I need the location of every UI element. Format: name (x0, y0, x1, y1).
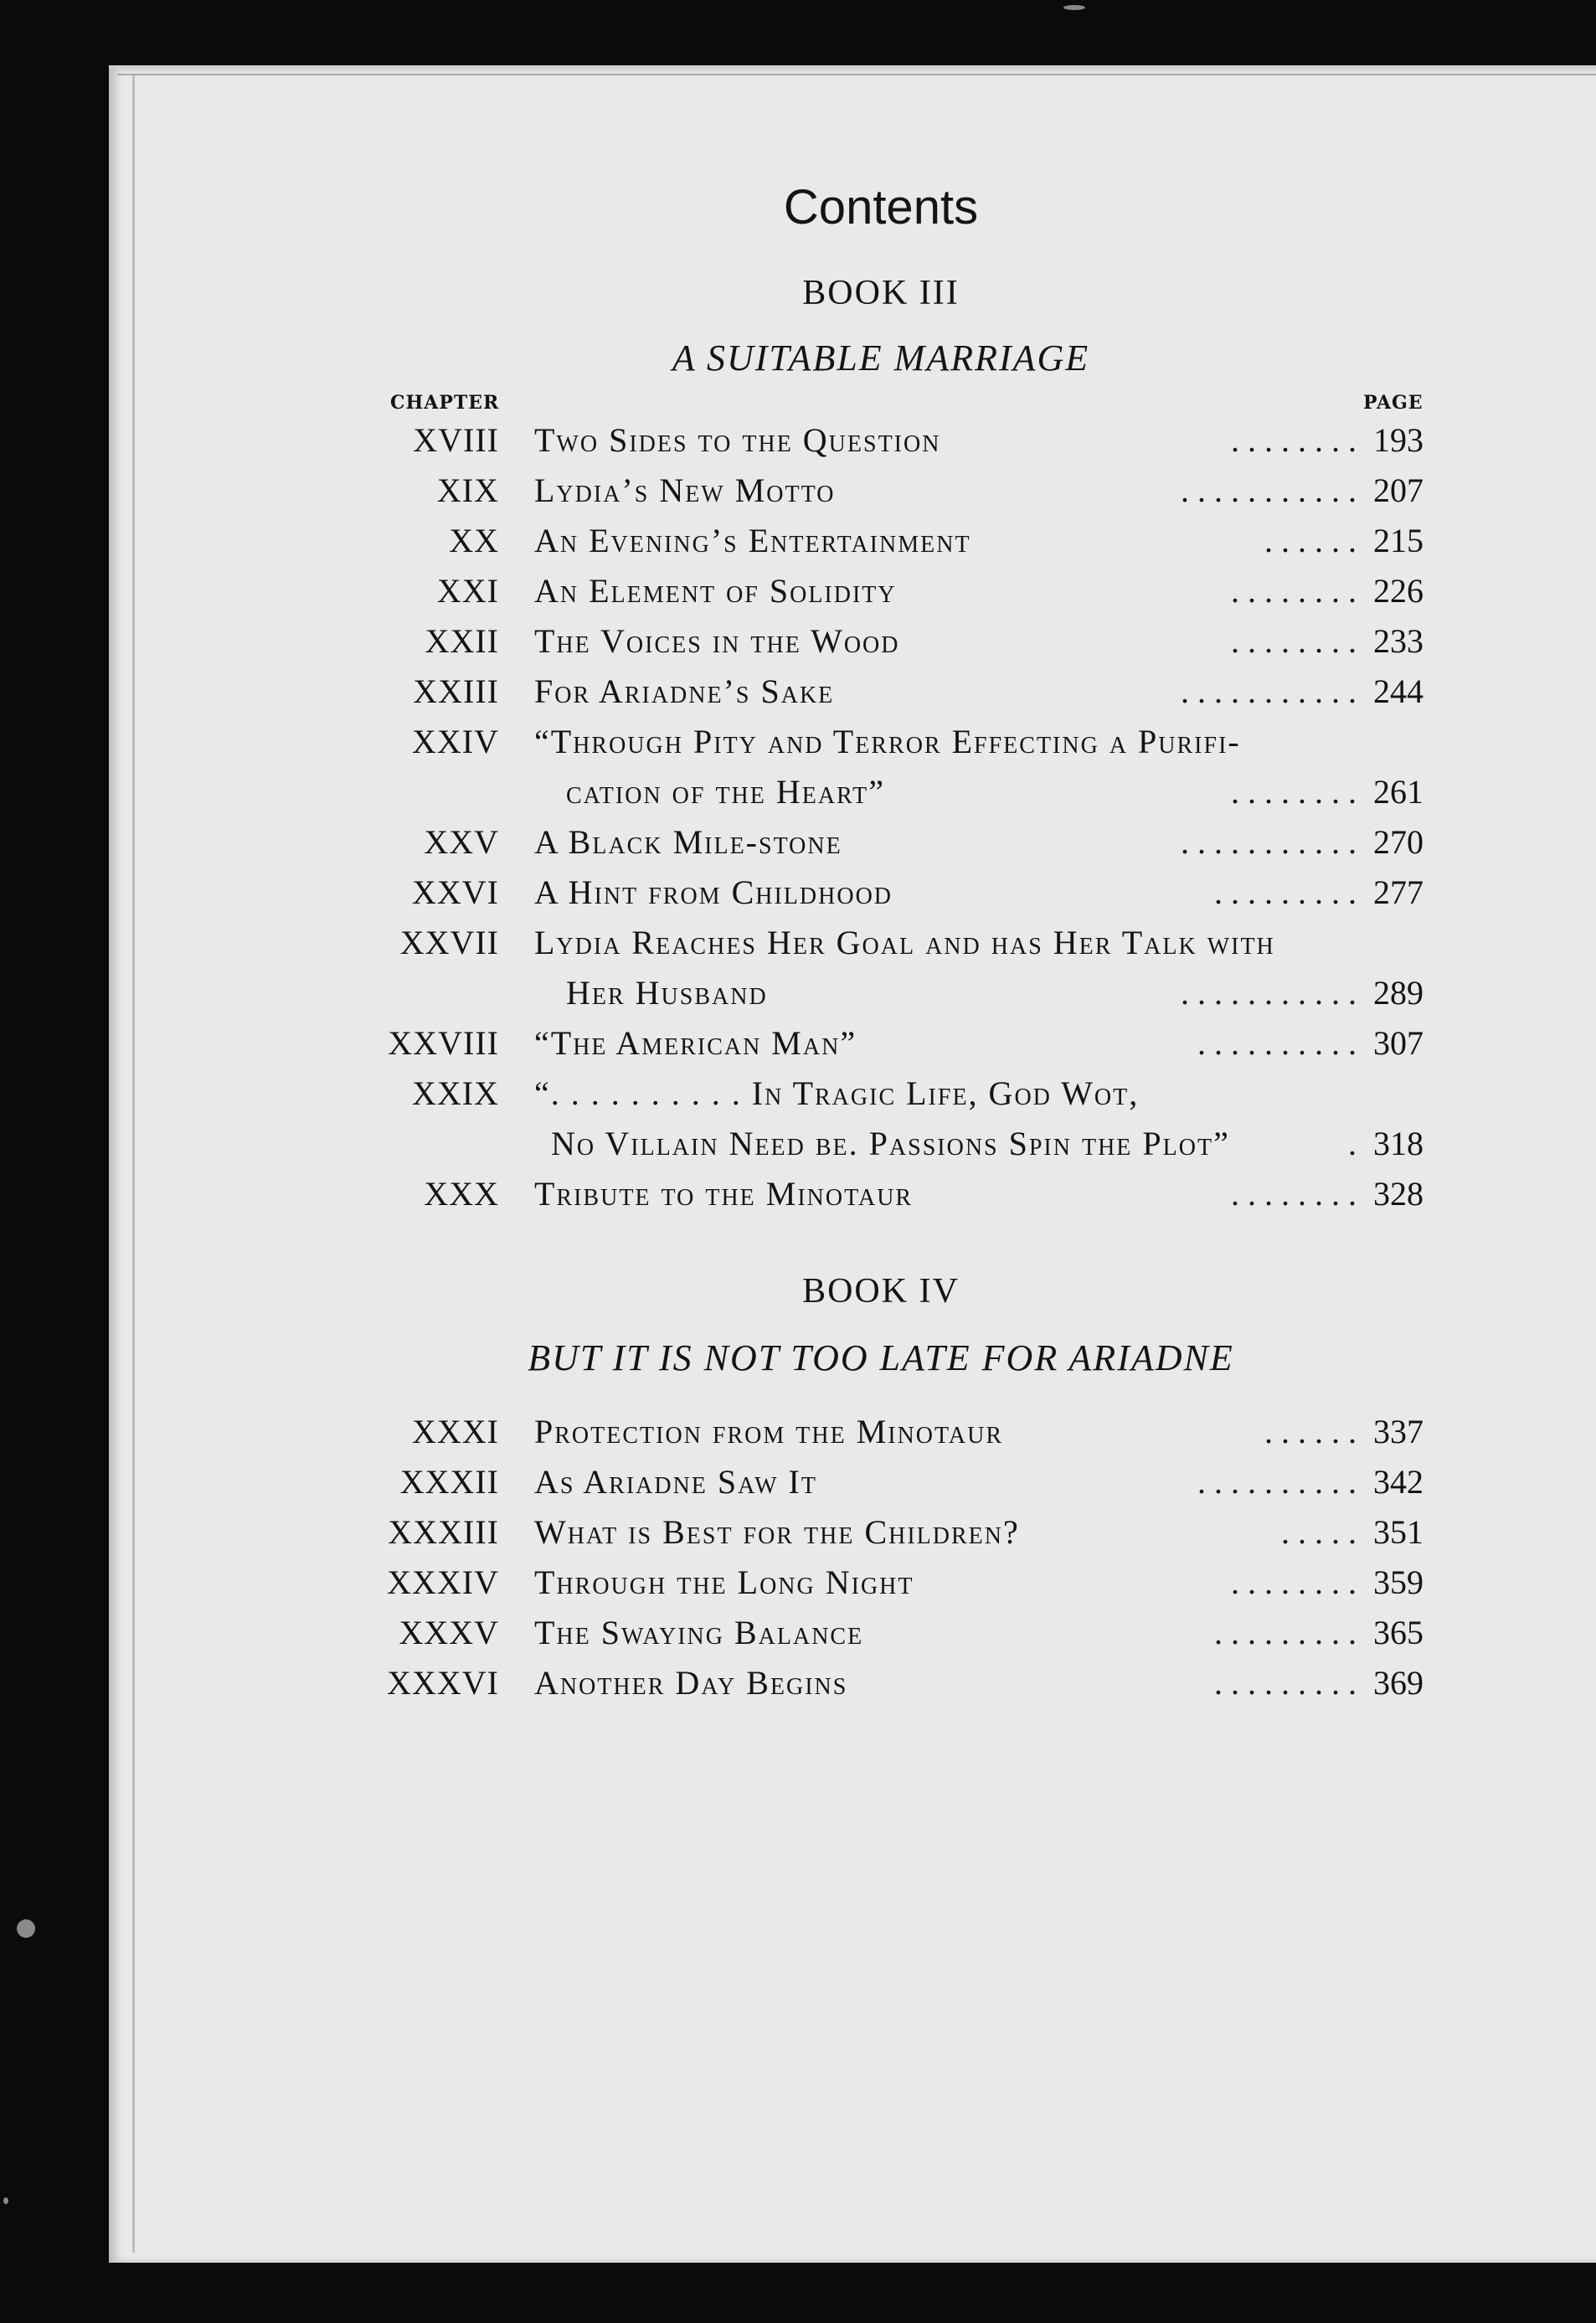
leader-dots: . . . . . . . . (1231, 421, 1357, 459)
chapter-title: What is Best for the Children? (534, 1513, 1020, 1551)
chapter-number: XXVIII (388, 1024, 499, 1062)
chapter-column-header: CHAPTER (390, 392, 500, 414)
book-iv-subtitle: BUT IT IS NOT TOO LATE FOR ARIADNE (528, 1337, 1234, 1378)
leader-dots: . . . . . . . . . (1214, 1664, 1357, 1702)
toc-row (0, 1069, 1596, 1162)
page-number: 365 (1373, 1614, 1424, 1651)
chapter-number: XXVI (412, 873, 499, 911)
chapter-number: XXX (424, 1175, 499, 1213)
toc-row (0, 1457, 1596, 1507)
chapter-number: XXXII (399, 1463, 499, 1501)
leader-dots: . . . . . . (1264, 1413, 1357, 1450)
book-iv-heading: BOOK IV (802, 1272, 960, 1311)
chapter-title: “Through Pity and Terror Effecting a Purifi- (534, 723, 1241, 760)
chapter-title-continuation: Her Husband (566, 974, 768, 1012)
chapter-number: XXIX (412, 1074, 499, 1112)
chapter-number: XXI (436, 572, 499, 610)
toc-row (0, 516, 1596, 566)
page-number: 351 (1373, 1513, 1424, 1551)
chapter-title: “. . . . . . . . . . In Tragic Life, God Wot, (534, 1074, 1140, 1112)
chapter-title: As Ariadne Saw It (534, 1463, 817, 1501)
chapter-title: Through the Long Night (534, 1563, 914, 1601)
chapter-title: Another Day Begins (534, 1664, 848, 1702)
page-number: 337 (1373, 1413, 1424, 1450)
chapter-number: XVIII (413, 421, 499, 459)
toc-row (0, 616, 1596, 667)
chapter-title: Tribute to the Minotaur (534, 1175, 914, 1213)
page-number: 207 (1373, 471, 1424, 509)
toc-row (0, 868, 1596, 918)
toc-row (0, 1558, 1596, 1608)
chapter-title: Protection from the Minotaur (534, 1413, 1003, 1450)
toc-row (0, 817, 1596, 868)
chapter-number: XXIV (412, 723, 499, 760)
leader-dots: . . . . . . . . . (1214, 873, 1357, 911)
leader-dots: . . . . . . . . (1231, 572, 1357, 610)
scan-speck (1063, 5, 1085, 10)
leader-dots: . . . . . . . . (1231, 622, 1357, 660)
chapter-title: For Ariadne’s Sake (534, 672, 835, 710)
page-number: 277 (1373, 873, 1424, 911)
chapter-title: The Voices in the Wood (534, 622, 900, 660)
chapter-number: XXIII (413, 672, 499, 710)
chapter-number: XXXIV (387, 1563, 499, 1601)
page-number: 369 (1373, 1664, 1424, 1702)
toc-row (0, 667, 1596, 717)
chapter-number: XXVII (399, 924, 499, 961)
chapter-title: An Evening’s Entertainment (534, 522, 971, 559)
chapter-title: “The American Man” (534, 1024, 857, 1062)
page-top-rule (117, 74, 1596, 75)
chapter-number: XXXIII (388, 1513, 499, 1551)
chapter-title-continuation: cation of the Heart” (566, 773, 885, 811)
page-number: 226 (1373, 572, 1424, 610)
book-iii-heading: BOOK III (802, 274, 960, 312)
chapter-number: XX (449, 522, 499, 559)
page-number: 244 (1373, 672, 1424, 710)
chapter-title: Two Sides to the Question (534, 421, 941, 459)
page-number: 328 (1373, 1175, 1424, 1213)
scan-speck (17, 1919, 35, 1938)
toc-row (0, 1507, 1596, 1558)
chapter-number: XIX (436, 471, 499, 509)
leader-dots: . . . . . . . . . . . (1181, 823, 1357, 861)
toc-row (0, 1169, 1596, 1219)
contents-title: Contents (783, 180, 979, 234)
leader-dots: . . . . . . . . . (1214, 1614, 1357, 1651)
chapter-title: Lydia’s New Motto (534, 471, 836, 509)
chapter-title: An Element of Solidity (534, 572, 897, 610)
leader-dots: . . . . . . . . (1231, 1175, 1357, 1213)
page-binding-edge (132, 75, 135, 2253)
leader-dots: . . . . . . . . . . (1197, 1463, 1357, 1501)
toc-row (0, 1018, 1596, 1069)
leader-dots: . . . . . . . . . . . (1181, 974, 1357, 1012)
page-number: 193 (1373, 421, 1424, 459)
page-column-header: PAGE (1363, 392, 1424, 414)
toc-row (0, 1407, 1596, 1457)
chapter-title: A Hint from Childhood (534, 873, 893, 911)
page-number: 359 (1373, 1563, 1424, 1601)
leader-dots: . . . . . . . . . . . (1181, 471, 1357, 509)
toc-row (0, 1658, 1596, 1708)
page-number: 270 (1373, 823, 1424, 861)
chapter-number: XXXV (399, 1614, 499, 1651)
leader-dots: . (1348, 1125, 1357, 1162)
leader-dots: . . . . . . . . . . (1197, 1024, 1357, 1062)
chapter-title: A Black Mile-stone (534, 823, 842, 861)
toc-row (0, 1608, 1596, 1658)
page-number: 233 (1373, 622, 1424, 660)
chapter-number: XXXI (412, 1413, 499, 1450)
leader-dots: . . . . . . . . (1231, 773, 1357, 811)
toc-row (0, 466, 1596, 516)
page-number: 261 (1373, 773, 1424, 811)
chapter-number: XXV (424, 823, 499, 861)
chapter-number: XXXVI (387, 1664, 499, 1702)
leader-dots: . . . . . . . . . . . (1181, 672, 1357, 710)
chapter-title: The Swaying Balance (534, 1614, 864, 1651)
chapter-number: XXII (425, 622, 499, 660)
page-number: 215 (1373, 522, 1424, 559)
page-number: 318 (1373, 1125, 1424, 1162)
chapter-title-continuation: No Villain Need be. Passions Spin the Plot” (551, 1125, 1230, 1162)
leader-dots: . . . . . . (1264, 522, 1357, 559)
leader-dots: . . . . . (1281, 1513, 1357, 1551)
book-iii-subtitle: A SUITABLE MARRIAGE (672, 337, 1090, 379)
toc-row (0, 415, 1596, 466)
toc-row (0, 717, 1596, 811)
scan-speck (3, 2197, 8, 2204)
toc-row (0, 566, 1596, 616)
page-number: 307 (1373, 1024, 1424, 1062)
page-number: 342 (1373, 1463, 1424, 1501)
chapter-title: Lydia Reaches Her Goal and has Her Talk with (534, 924, 1275, 961)
toc-row (0, 918, 1596, 1012)
leader-dots: . . . . . . . . (1231, 1563, 1357, 1601)
page-number: 289 (1373, 974, 1424, 1012)
